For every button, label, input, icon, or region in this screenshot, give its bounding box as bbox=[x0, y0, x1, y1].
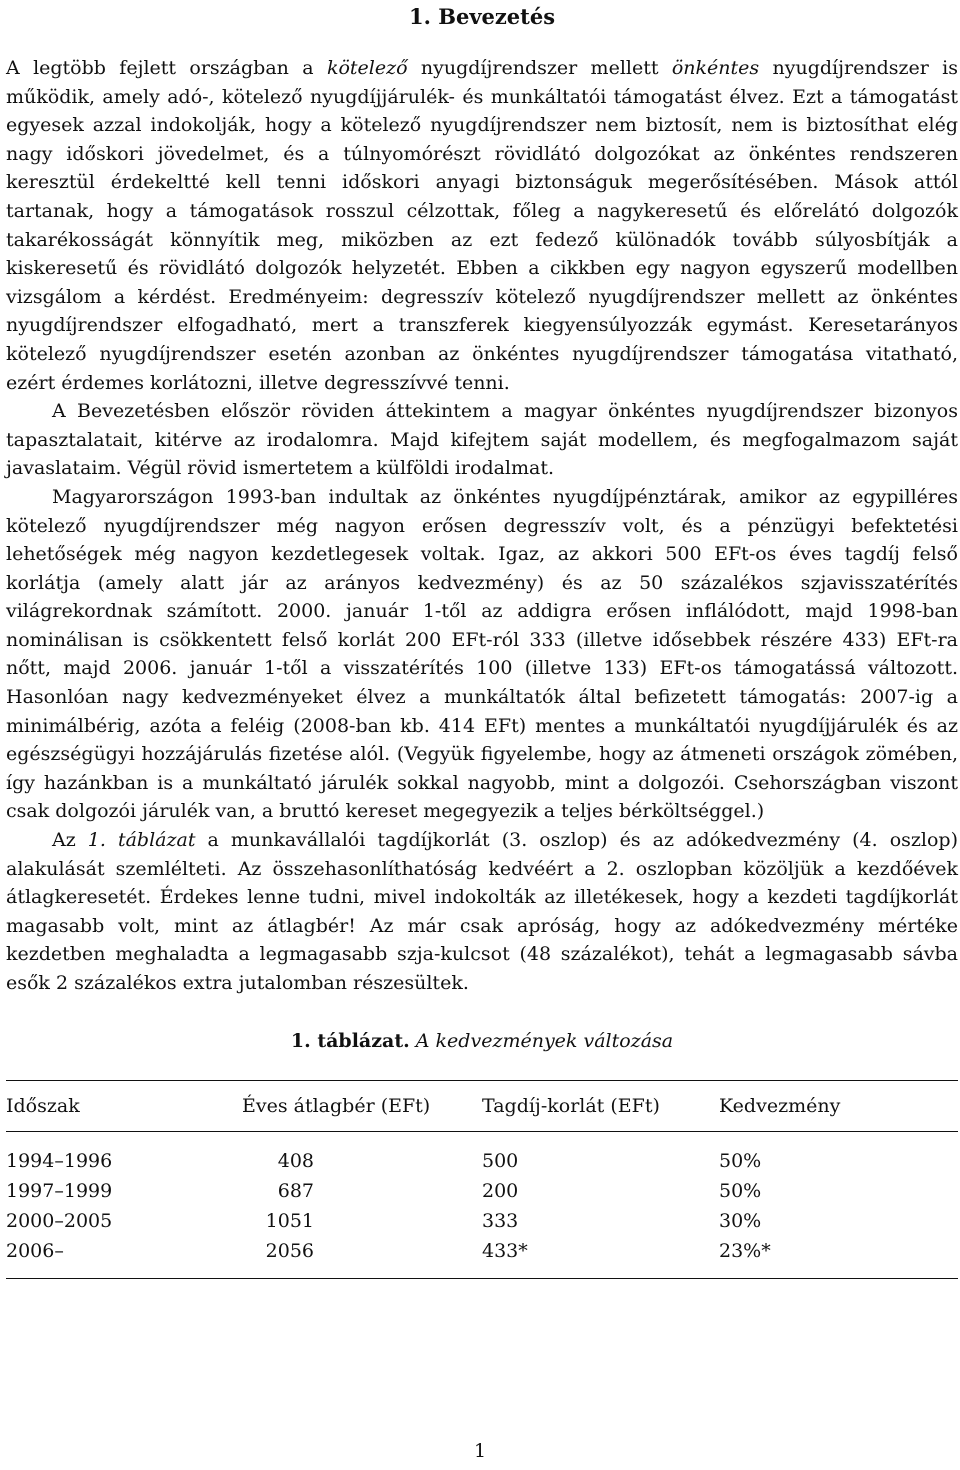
paragraph-1-text-a: A legtöbb fejlett országban a bbox=[6, 57, 327, 79]
section-number: 1. bbox=[408, 4, 431, 29]
cell-fee-limit: 500 bbox=[482, 1149, 519, 1172]
table-caption-title: A kedvezmények változása bbox=[415, 1029, 674, 1052]
page-number: 1 bbox=[473, 1440, 487, 1462]
cell-discount: 50% bbox=[719, 1179, 762, 1202]
cell-discount: 50% bbox=[719, 1149, 762, 1172]
header-tagdij-korlat: Tagdíj-korlát (EFt) bbox=[482, 1080, 719, 1131]
cell-period: 1994–1996 bbox=[6, 1149, 113, 1172]
header-kedvezmeny: Kedvezmény bbox=[719, 1080, 958, 1131]
header-atlagber: Éves átlagbér (EFt) bbox=[242, 1080, 482, 1131]
data-table bbox=[6, 1080, 958, 1279]
table-row bbox=[6, 1176, 958, 1206]
cell-period: 2006– bbox=[6, 1239, 64, 1262]
cell-average-wage: 2056 bbox=[265, 1239, 314, 1262]
cell-period: 1997–1999 bbox=[6, 1179, 113, 1202]
table-row bbox=[6, 1206, 958, 1236]
paragraph-4-text-b: a munkavállalói tagdíjkorlát (3. oszlop) és az adókedvezmény (4. oszlop) alakulását szemlélteti. Az összehasonlíthatóság kedvéért a 2. oszlopban közöljük a kezdőévek átlagkeresetét. Érdekes lenne tudni, mivel indokolták az illetékesek, hogy a kezdeti tagdíjkorlát magasabb volt, mint az átlagbér! Az már csak apróság, hogy az adókedvezmény mértéke kezdetben meghaladta a legmagasabb szja-kulcsot (48 százalékot), tehát a legmagasabb sávba esők 2 százalékos extra jutalomban részesültek. bbox=[6, 829, 958, 994]
paragraph-2: A Bevezetésben először röviden áttekintem a magyar önkéntes nyugdíjrendszer bizonyos tapasztalatait, kitérve az irodalomra. Majd kifejtem saját modellem, és megfogalmazom saját javaslataim. Végül rövid ismertetem a külföldi irodalmat. bbox=[6, 400, 958, 480]
table-caption-label: 1. táblázat. bbox=[290, 1029, 410, 1052]
cell-average-wage: 1051 bbox=[265, 1209, 314, 1232]
body-text bbox=[6, 54, 958, 998]
cell-fee-limit: 200 bbox=[482, 1179, 519, 1202]
table-reference: 1. táblázat bbox=[87, 829, 196, 852]
table-header-row bbox=[6, 1080, 958, 1131]
table-row bbox=[6, 1236, 958, 1279]
header-idoszak: Időszak bbox=[6, 1080, 242, 1131]
paragraph-4 bbox=[6, 826, 958, 998]
cell-fee-limit: 433* bbox=[482, 1239, 528, 1262]
paragraph-1-text-b: nyugdíjrendszer mellett bbox=[407, 57, 672, 79]
section-title: Bevezetés bbox=[438, 4, 556, 29]
cell-average-wage: 408 bbox=[277, 1149, 314, 1172]
section-heading bbox=[6, 0, 958, 36]
paragraph-4-text-a: Az bbox=[52, 829, 88, 852]
table-caption bbox=[6, 1026, 958, 1056]
paragraph-1-text-c: nyugdíjrendszer is működik, amely adó-, kötelező nyugdíjjárulék- és munkáltatói támogatást élvez. Ezt a támogatást egyesek azzal indokolják, hogy a kötelező nyugdíjrendszer nem biztosít, nem is biztosíthat elég nagy időskori jövedelmet, és a túlnyomórészt rövidlátó dolgozókat az önkéntes rendszeren keresztül érdekeltté kell tenni időskori anyagi biztonságuk megerősítésében. Mások attól tartanak, hogy a támogatások rosszul célzottak, főleg a nagykeresetű és előrelátó dolgozók takarékosságát könnyítik meg, miközben az ezt fedező különadók tovább súlyosbítják a kiskeresetű és rövidlátó dolgozók helyzetét. Ebben a cikkben egy nagyon egyszerű modellben vizsgálom a kérdést. Eredményeim: degresszív kötelező nyugdíjrendszer mellett az önkéntes nyugdíjrendszer elfogadható, mert a transzferek kiegyensúlyozzák egymást. Keresetarányos kötelező nyugdíjrendszer esetén azonban az önkéntes nyugdíjrendszer támogatása vitatható, ezért érdemes korlátozni, illetve degresszívvé tenni. bbox=[6, 57, 958, 394]
cell-fee-limit: 333 bbox=[482, 1209, 519, 1232]
paragraph-3: Magyarországon 1993-ban indultak az önkéntes nyugdíjpénztárak, amikor az egypilléres kötelező nyugdíjrendszer még nagyon erősen degresszív volt, és a pénzügyi befektetési lehetőségek még nagyon kezdetlegesek voltak. Igaz, az akkori 500 EFt-os éves tagdíj felső korlátja (amely alatt jár az arányos kedvezmény) és az 50 százalékos szjavisszatérítés világrekordnak számított. 2000. január 1-től az addigra erősen inflálódott, majd 1998-ban nominálisan is csökkentett felső korlát 200 EFt-ról 333 (illetve idősebbek részére 433) EFt-ra nőtt, majd 2006. január 1-től a visszatérítés 100 (illetve 133) EFt-os támogatássá változott. Hasonlóan nagy kedvezményeket élvez a munkáltatók által befizetett támogatás: 2007-ig a minimálbérig, azóta a feléig (2008-ban kb. 414 EFt) mentes a munkáltatói nyugdíjjárulék és az egészségügyi hozzájárulás fizetése alól. (Vegyük figyelembe, hogy az átmeneti országok zömében, így hazánkban is a munkáltató járulék sokkal nagyobb, mint a dolgozói. Csehországban viszont csak dolgozói járulék van, a bruttó kereset megegyezik a teljes bérköltséggel.) bbox=[6, 485, 958, 823]
cell-discount: 30% bbox=[719, 1209, 762, 1232]
emphasis-kotelezo: kötelező bbox=[326, 57, 408, 79]
cell-average-wage: 687 bbox=[277, 1179, 314, 1202]
document-page bbox=[6, 0, 958, 1279]
cell-period: 2000–2005 bbox=[6, 1209, 113, 1232]
emphasis-onkentes: önkéntes bbox=[671, 57, 760, 79]
paragraph-1 bbox=[6, 54, 958, 397]
table-row bbox=[6, 1131, 958, 1176]
cell-discount: 23%* bbox=[719, 1239, 771, 1262]
